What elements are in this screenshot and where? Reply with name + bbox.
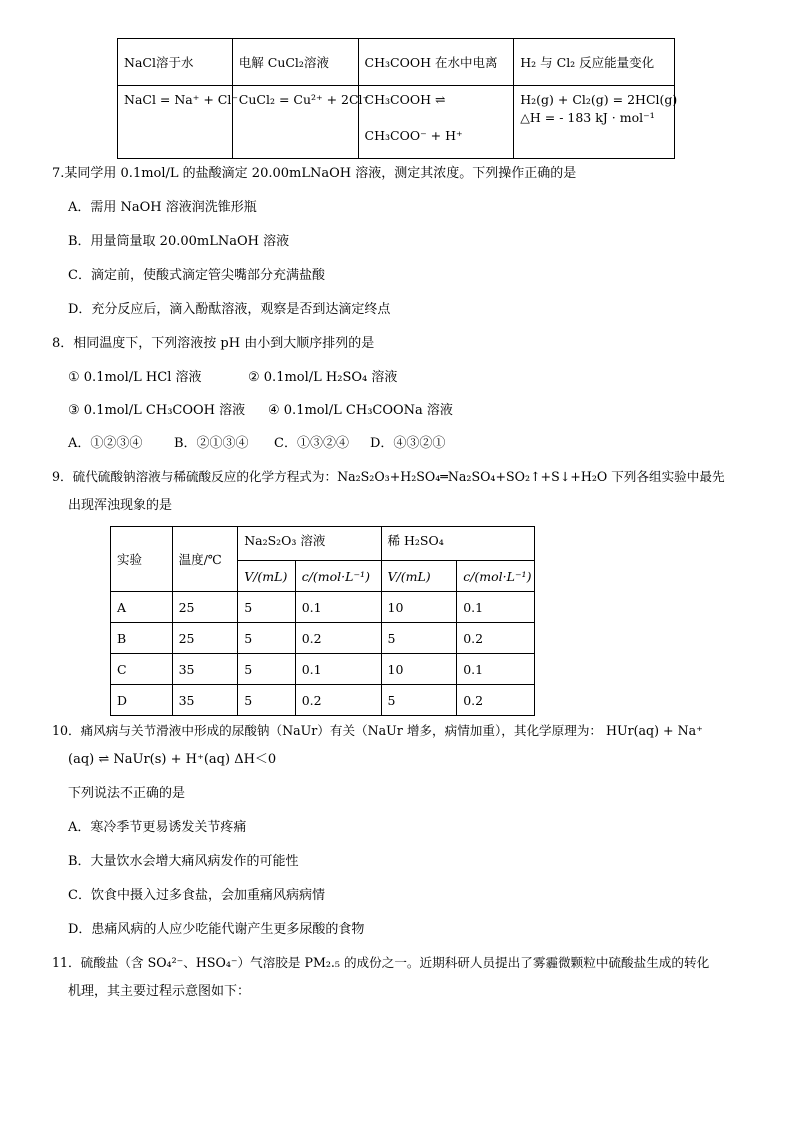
question-8-item-4: ④ 0.1mol/L CH₃COONa 溶液 <box>268 403 453 418</box>
table-cell: 5 <box>381 623 457 654</box>
table-cell: CH₃COOH ⇌ <box>364 92 446 107</box>
question-7-option-a: A．需用 NaOH 溶液润洗锥形瓶 <box>68 200 257 215</box>
table-cell: 25 <box>172 623 238 654</box>
question-8-option-c: C．①③②④ <box>274 436 349 451</box>
table-cell: H₂ 与 Cl₂ 反应能量变化 <box>520 55 655 70</box>
question-10-option-b: B．大量饮水会增大痛风病发作的可能性 <box>68 854 299 869</box>
question-7-option-d: D．充分反应后，滴入酚酞溶液，观察是否到达滴定终点 <box>68 302 391 317</box>
table-cell: CH₃COO⁻ + H⁺ <box>364 128 463 143</box>
table-cell: D <box>111 685 173 716</box>
table-cell: B <box>111 623 173 654</box>
question-11-stem-line1: 11．硫酸盐（含 SO₄²⁻、HSO₄⁻）气溶胶是 PM₂.₅ 的成份之一。近期科研人员提出了雾霾微颗粒中硫酸盐生成的转化 <box>52 955 710 970</box>
table-cell: CH₃COOH 在水中电离 <box>364 55 498 70</box>
question-10-option-a: A．寒冷季节更易诱发关节疼痛 <box>68 820 247 835</box>
table-cell: 35 <box>172 685 238 716</box>
table-header: 温度/℃ <box>172 527 238 592</box>
table-header: V/(mL) <box>238 561 296 592</box>
question-7-option-c: C．滴定前，使酸式滴定管尖嘴部分充满盐酸 <box>68 268 325 283</box>
table-cell: 0.1 <box>295 592 381 623</box>
table-cell: 5 <box>238 623 296 654</box>
table-cell: 电解 CuCl₂溶液 <box>238 55 329 70</box>
table-cell: 35 <box>172 654 238 685</box>
table-header: c/(mol·L⁻¹) <box>457 561 535 592</box>
question-10-stem-line1: 10．痛风病与关节滑液中形成的尿酸钠（NaUr）有关（NaUr 增多，病情加重），其化学原理为： HUr(aq) + Na⁺ <box>52 723 703 738</box>
question-10-stem-line2: (aq) ⇌ NaUr(s) + H⁺(aq) ΔH＜0 <box>68 752 277 767</box>
table-cell: 5 <box>238 654 296 685</box>
table-header: c/(mol·L⁻¹) <box>295 561 381 592</box>
table-cell: NaCl溶于水 <box>124 55 194 70</box>
question-7-stem: 7.某同学用 0.1mol/L 的盐酸滴定 20.00mLNaOH 溶液，测定其浓度。下列操作正确的是 <box>52 166 577 181</box>
table-cell: CuCl₂ = Cu²⁺ + 2Cl⁻ <box>238 92 370 107</box>
question-8-item-1: ① 0.1mol/L HCl 溶液 <box>68 370 202 385</box>
table-experiments <box>110 526 535 716</box>
table-header: V/(mL) <box>381 561 457 592</box>
question-11-stem-line2: 机理，其主要过程示意图如下： <box>68 984 251 999</box>
table-cell: 0.2 <box>295 623 381 654</box>
table-cell: 5 <box>238 685 296 716</box>
question-7-option-b: B．用量筒量取 20.00mLNaOH 溶液 <box>68 234 290 249</box>
table-cell: 0.1 <box>295 654 381 685</box>
question-10-option-d: D．患痛风病的人应少吃能代谢产生更多尿酸的食物 <box>68 922 365 937</box>
question-9-stem-line2: 出现浑浊现象的是 <box>68 498 173 513</box>
table-cell: 25 <box>172 592 238 623</box>
table-cell: NaCl = Na⁺ + Cl⁻ <box>124 92 238 107</box>
question-8-option-b: B．②①③④ <box>174 436 249 451</box>
table-cell: C <box>111 654 173 685</box>
question-10-option-c: C．饮食中摄入过多食盐，会加重痛风病病情 <box>68 888 325 903</box>
question-9-stem-line1: 9．硫代硫酸钠溶液与稀硫酸反应的化学方程式为：Na₂S₂O₃+H₂SO₄═Na₂SO₄+SO₂↑+S↓+H₂O 下列各组实验中最先 <box>52 469 725 484</box>
table-cell: A <box>111 592 173 623</box>
table-cell: 10 <box>381 654 457 685</box>
table-cell: 10 <box>381 592 457 623</box>
table-header: 实验 <box>111 527 173 592</box>
table-cell: 5 <box>238 592 296 623</box>
question-8-item-3: ③ 0.1mol/L CH₃COOH 溶液 <box>68 403 246 418</box>
table-cell: 0.2 <box>457 623 535 654</box>
question-8-option-a: A．①②③④ <box>68 436 143 451</box>
table-cell: 0.2 <box>295 685 381 716</box>
table-cell: H₂(g) + Cl₂(g) = 2HCl(g) <box>520 92 678 107</box>
table-cell: 5 <box>381 685 457 716</box>
question-8-option-d: D．④③②① <box>370 436 446 451</box>
table-cell: 0.2 <box>457 685 535 716</box>
table-ionization <box>117 38 678 159</box>
table-cell: 0.1 <box>457 592 535 623</box>
question-8-stem: 8．相同温度下，下列溶液按 pH 由小到大顺序排列的是 <box>52 336 375 351</box>
question-8-item-2: ② 0.1mol/L H₂SO₄ 溶液 <box>248 370 398 385</box>
table-cell: 0.1 <box>457 654 535 685</box>
table-header: Na₂S₂O₃ 溶液 <box>238 527 381 561</box>
question-10-stem-line3: 下列说法不正确的是 <box>68 786 186 801</box>
table-header: 稀 H₂SO₄ <box>381 527 534 561</box>
table-cell: △H = - 183 kJ · mol⁻¹ <box>520 110 655 125</box>
